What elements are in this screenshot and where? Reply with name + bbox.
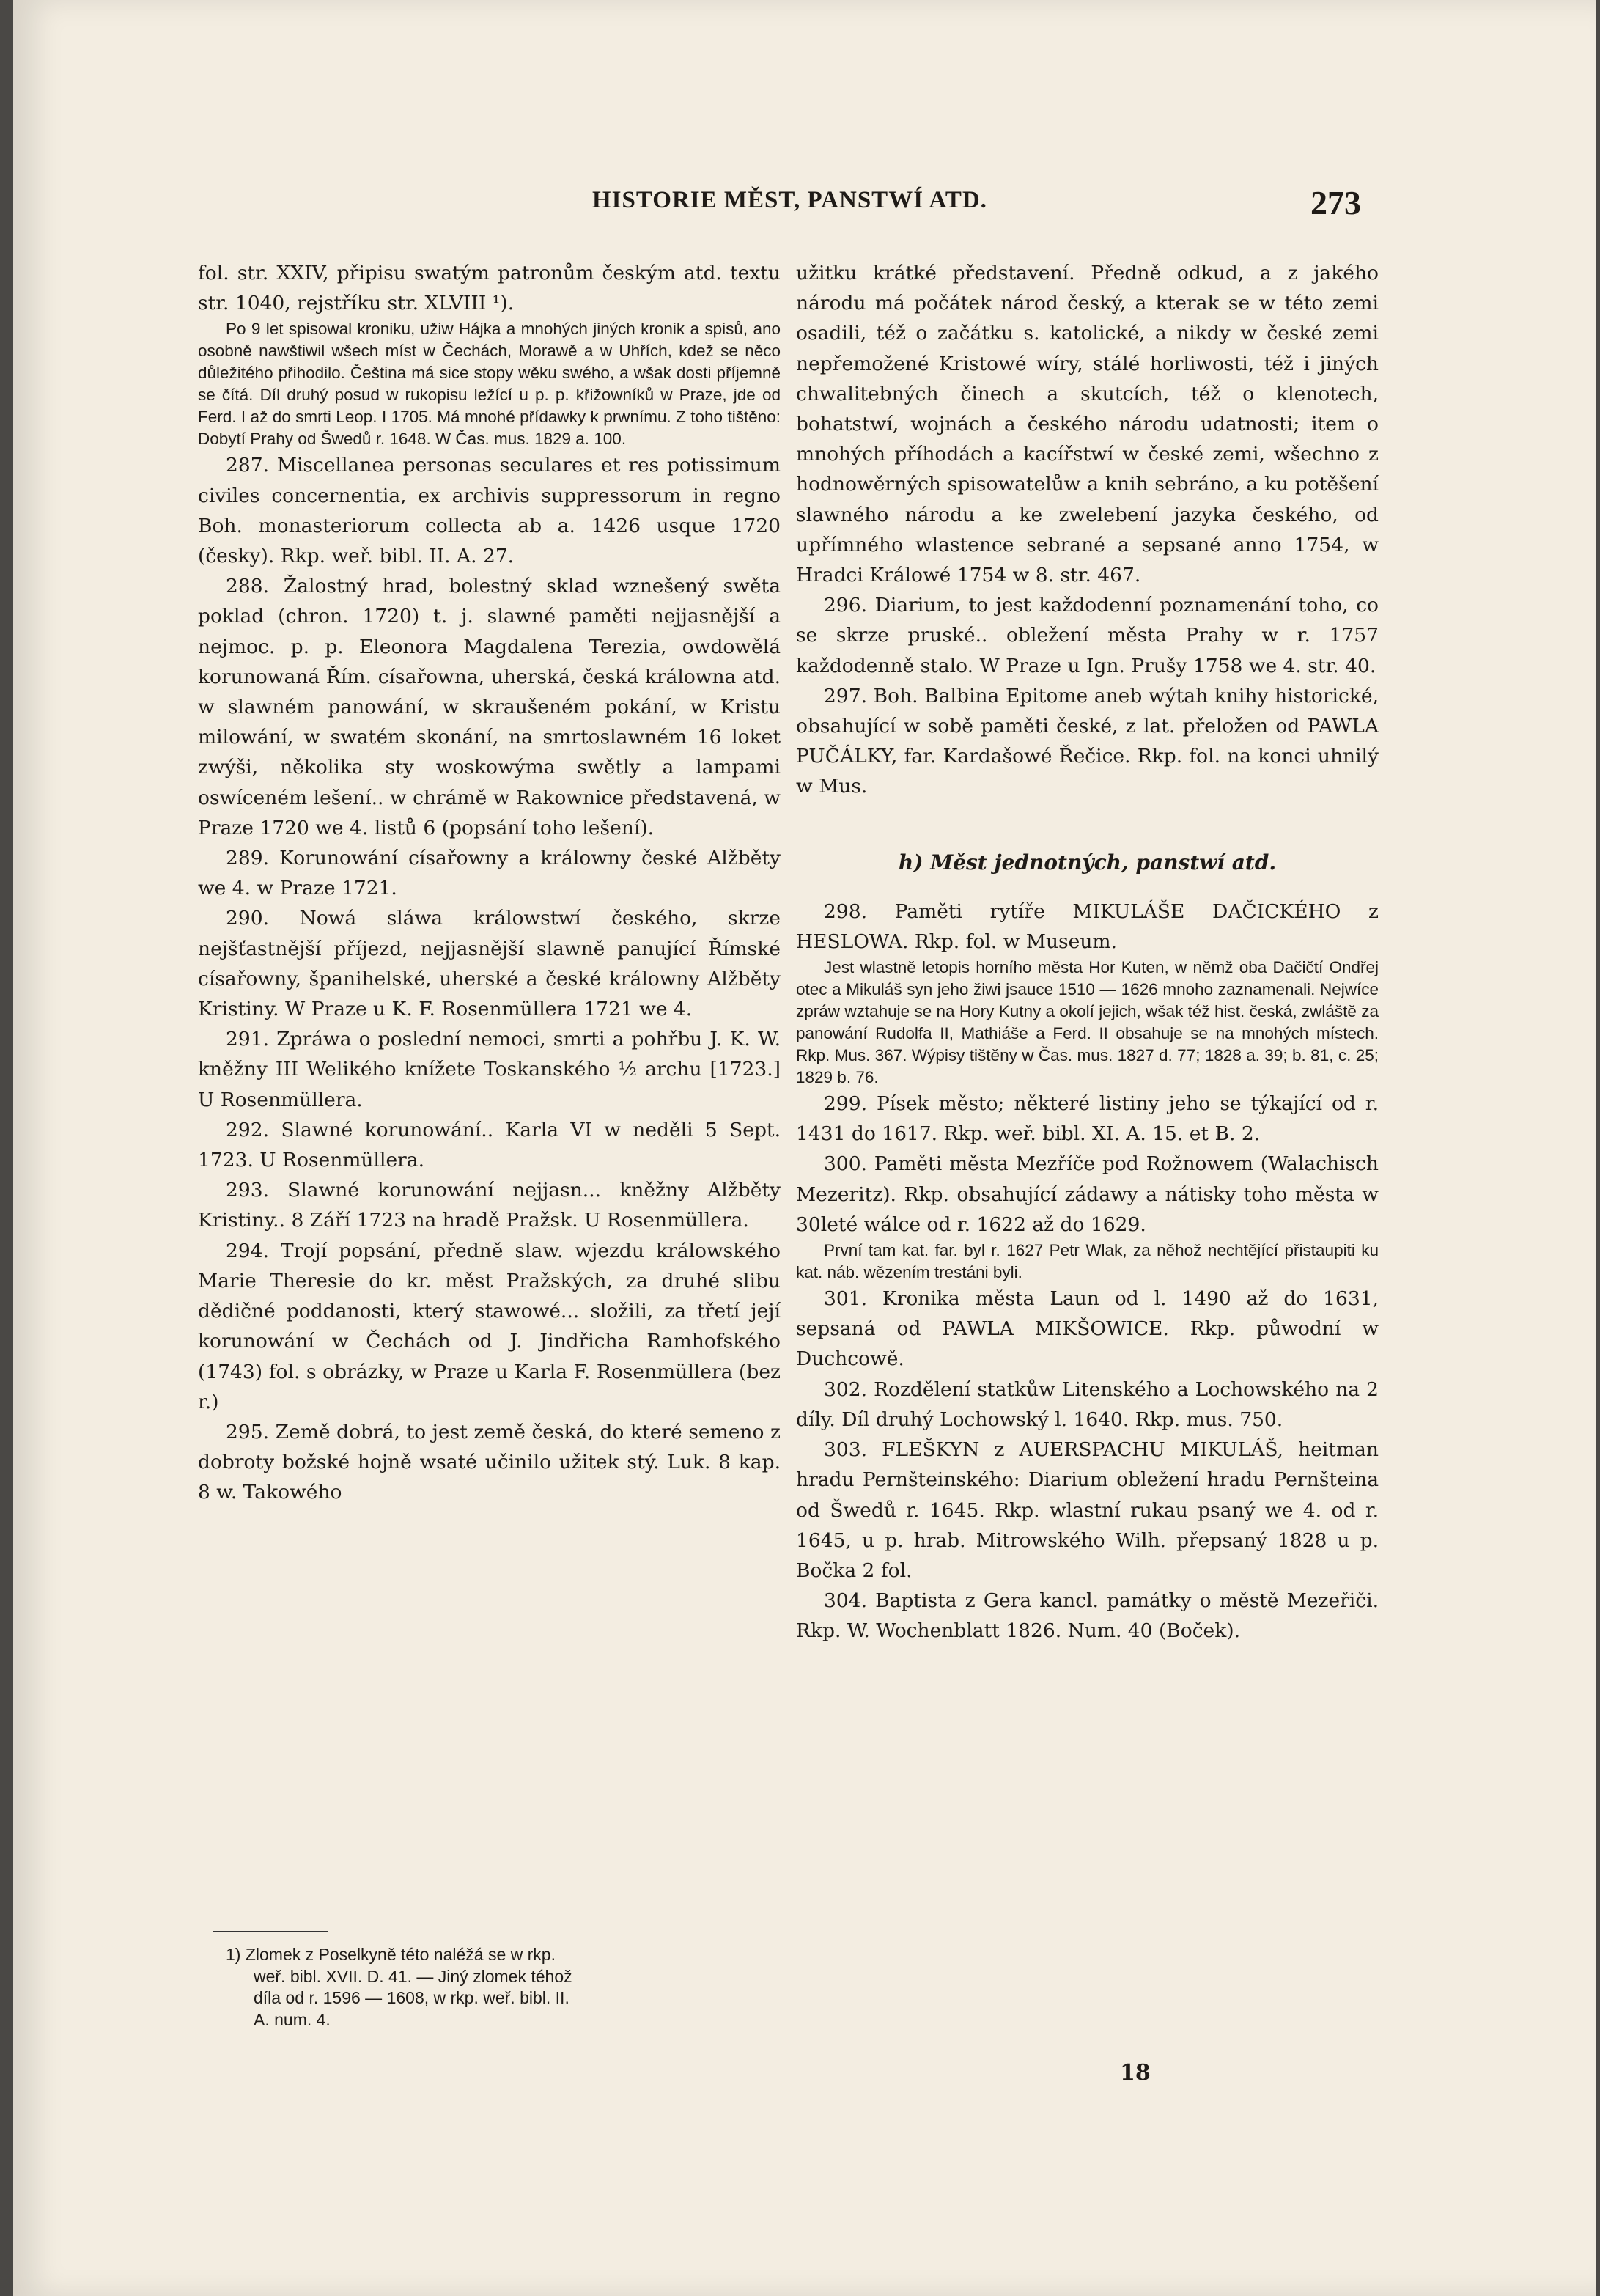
entry-296: 296. Diarium, to jest každodenní poznamenání toho, co se skrze pruské.. obležení města Prahy w r. 1757 každodenně stalo. W Praze u Ign. Prušy 1758 we 4. str. 40. — [796, 594, 1379, 677]
entry-paragraph: fol. str. XXIV, připisu swatým patronům českým atd. textu str. 1040, rejstříku str. XLVIII ¹). — [198, 262, 781, 315]
section-heading: h) Měst jednotných, panstwí atd. — [898, 850, 1277, 875]
entry-288: 288. Žalostný hrad, bolestný sklad wznešený swěta poklad (chron. 1720) t. j. slawné paměti nejjasnější a nejmoc. p. p. Eleonora Magdalena Terezia, owdowělá korunowaná Řím. císařowna, uherská, česká králowna atd. w slawném panowání, w skraušeném pokání, w Kristu milowání, w swatém skonání, na smrtoslawném 16 loket zwýši, několika sty woskowýma swětly a lampami oswíceném lešení.. w chrámě w Rakownice představená, w Praze 1720 we 4. listů 6 (popsání toho lešení). — [198, 575, 781, 839]
footnote-rule — [213, 1931, 328, 1932]
entry-291: 291. Zpráwa o poslední nemoci, smrti a pohřbu J. K. W. kněžny III Welikého knížete Toskanského ½ archu [1723.] U Rosenmüllera. — [198, 1028, 781, 1111]
note-paragraph: První tam kat. far. byl r. 1627 Petr Wlak, za něhož nechtějící přistaupiti ku kat. náb. wězením trestáni byli. — [796, 1241, 1379, 1282]
entry-302: 302. Rozdělení statkůw Litenského a Lochowského na 2 díly. Díl druhý Lochowský l. 1640. Rkp. mus. 750. — [796, 1377, 1379, 1431]
entry-300: 300. Paměti města Mezříče pod Rožnowem (Walachisch Mezeritz). Rkp. obsahující zádawy a nátisky toho města w 30leté wálce od r. 1622 až do 1629. — [796, 1152, 1379, 1236]
entry-299: 299. Písek město; některé listiny jeho se týkající od r. 1431 do 1617. Rkp. weř. bibl. XI. A. 15. et B. 2. — [796, 1092, 1379, 1146]
entry-293: 293. Slawné korunowání nejjasn... kněžny Alžběty Kristiny.. 8 Září 1723 na hradě Pražsk. U Rosenmüllera. — [198, 1179, 781, 1232]
entry-290: 290. Nowá sláwa králowstwí českého, skrze nejšťastnější příjezd, nejjasnější slawně panující Římské císařowny, španihelské, uherské a české králowny Alžběty Kristiny. W Praze u K. F. Rosenmüllera 1721 we 4. — [198, 907, 781, 1021]
entry-294: 294. Trojí popsání, předně slaw. wjezdu králowského Marie Theresie do kr. měst Pražských, za druhé slibu dědičné poddanosti, který stawowé... složili, za třetí její korunowání w Čechách od J. Jindřicha Ramhofského (1743) fol. s obrázky, w Praze u Karla F. Rosenmüllera (bez r.) — [198, 1239, 781, 1413]
footnote — [226, 1944, 772, 2031]
entry-287: 287. Miscellanea personas seculares et res potissimum civiles concernentia, ex archivis suppressorum in regno Boh. monasteriorum collecta ab a. 1426 usque 1720 (česky). Rkp. weř. bibl. II. A. 27. — [198, 454, 781, 568]
page-number: 273 — [1310, 184, 1361, 221]
entry-289: 289. Korunowání císařowny a králowny české Alžběty we 4. w Praze 1721. — [198, 847, 781, 900]
footnote-line: díla od r. 1596 — 1608, w rkp. weř. bibl. II. — [254, 1988, 569, 2007]
entry-297: 297. Boh. Balbina Epitome aneb wýtah knihy historické, obsahující w sobě paměti české, z lat. přeložen od PAWLA PUČÁLKY, far. Kardašowé Řečice. Rkp. fol. na konci uhnilý w Mus. — [796, 684, 1379, 798]
footnote-line: weř. bibl. XVII. D. 41. — Jiný zlomek téhož — [254, 1966, 572, 1986]
note-paragraph: Jest wlastně letopis horního města Hor Kuten, w němž oba Dačičtí Ondřej otec a Mikuláš syn jeho žiwi jsauce 1510 — 1626 mnoho zaznamenali. Nejwíce zpráw wztahuje se na Hory Kutny a okolí jejich, wšak též hist. česká, zwláště za panowání Rudolfa II, Mathiáše a Ferd. II obsahuje se na mnohých místech. Rkp. Mus. 367. Wýpisy tištěny w Čas. mus. 1827 d. 77; 1828 a. 39; b. 81, c. 25; 1829 b. 76. — [796, 958, 1379, 1087]
running-title: HISTORIE MĚST, PANSTWÍ ATD. — [592, 187, 987, 213]
entry-304: 304. Baptista z Gera kancl. památky o městě Mezeřiči. Rkp. W. Wochenblatt 1826. Num. 40 (Boček). — [796, 1589, 1379, 1643]
entry-301: 301. Kronika města Laun od l. 1490 až do 1631, sepsaná od PAWLA MIKŠOWICE. Rkp. půwodní w Duchcowě. — [796, 1287, 1379, 1371]
note-paragraph: Po 9 let spisowal kroniku, užiw Hájka a mnohých jiných kronik a spisů, ano osobně nawštiwil wšech míst w Čechách, Morawě a w Uhřích, kdež se něco důležitého přihodilo. Čeština má sice stopy wěku swého, a wšak dosti příjemně se čítá. Díl druhý posud w rukopisu ležící u p. p. křižowníků w Praze, jde od Ferd. I až do smrti Leop. I 1705. Má mnohé přídawky k prwnímu. Z toho tištěno: Dobytí Prahy od Šwedů r. 1648. W Čas. mus. 1829 a. 100. — [198, 320, 781, 449]
signature-mark: 18 — [1120, 2060, 1151, 2086]
book-page — [13, 0, 1596, 2296]
footnote-line: 1) Zlomek z Poselkyně této naléžá se w rkp. — [226, 1945, 556, 1964]
entry-paragraph: užitku krátké představení. Předně odkud, a z jakého národu má počátek národ český, a kterak se w této zemi osadili, též o začátku s. katolické, a nikdy w české zemi nepřemožené Kristowé wíry, stálé horliwosti, též i jiných chwalitebných činech a skutcích, též o klenotech, bohatstwí, wojnách a českého národu udatnosti; item o mnohých příhodách a kacířstwí w české zemi, wšechno z hodnowěrných spisowatelůw a knih sebráno, a ku potěšení slawného národu a ke zwelebení jazyka českého, od upřímného wlastence sebrané a sepsané anno 1754, w Hradci Králowé 1754 w 8. str. 467. — [796, 262, 1379, 587]
entry-303: 303. FLEŠKYN z AUERSPACHU MIKULÁŠ, heitman hradu Pernšteinského: Diarium obležení hradu Pernšteina od Šwedů r. 1645. Rkp. wlastní rukau psaný we 4. od r. 1645, u p. hrab. Mitrowského Wilh. přepsaný 1828 u p. Bočka 2 fol. — [796, 1438, 1379, 1582]
entry-298: 298. Paměti rytíře MIKULÁŠE DAČICKÉHO z HESLOWA. Rkp. fol. w Museum. — [796, 899, 1379, 953]
left-column — [198, 258, 781, 1508]
entry-292: 292. Slawné korunowání.. Karla VI w neděli 5 Sept. 1723. U Rosenmüllera. — [198, 1118, 781, 1172]
footnote-line: A. num. 4. — [254, 2009, 331, 2029]
entry-295: 295. Země dobrá, to jest země česká, do které semeno z dobroty božské hojně wsaté učinilo užitek stý. Luk. 8 kap. 8 w. Takowého — [198, 1420, 781, 1504]
right-column — [796, 258, 1379, 1646]
